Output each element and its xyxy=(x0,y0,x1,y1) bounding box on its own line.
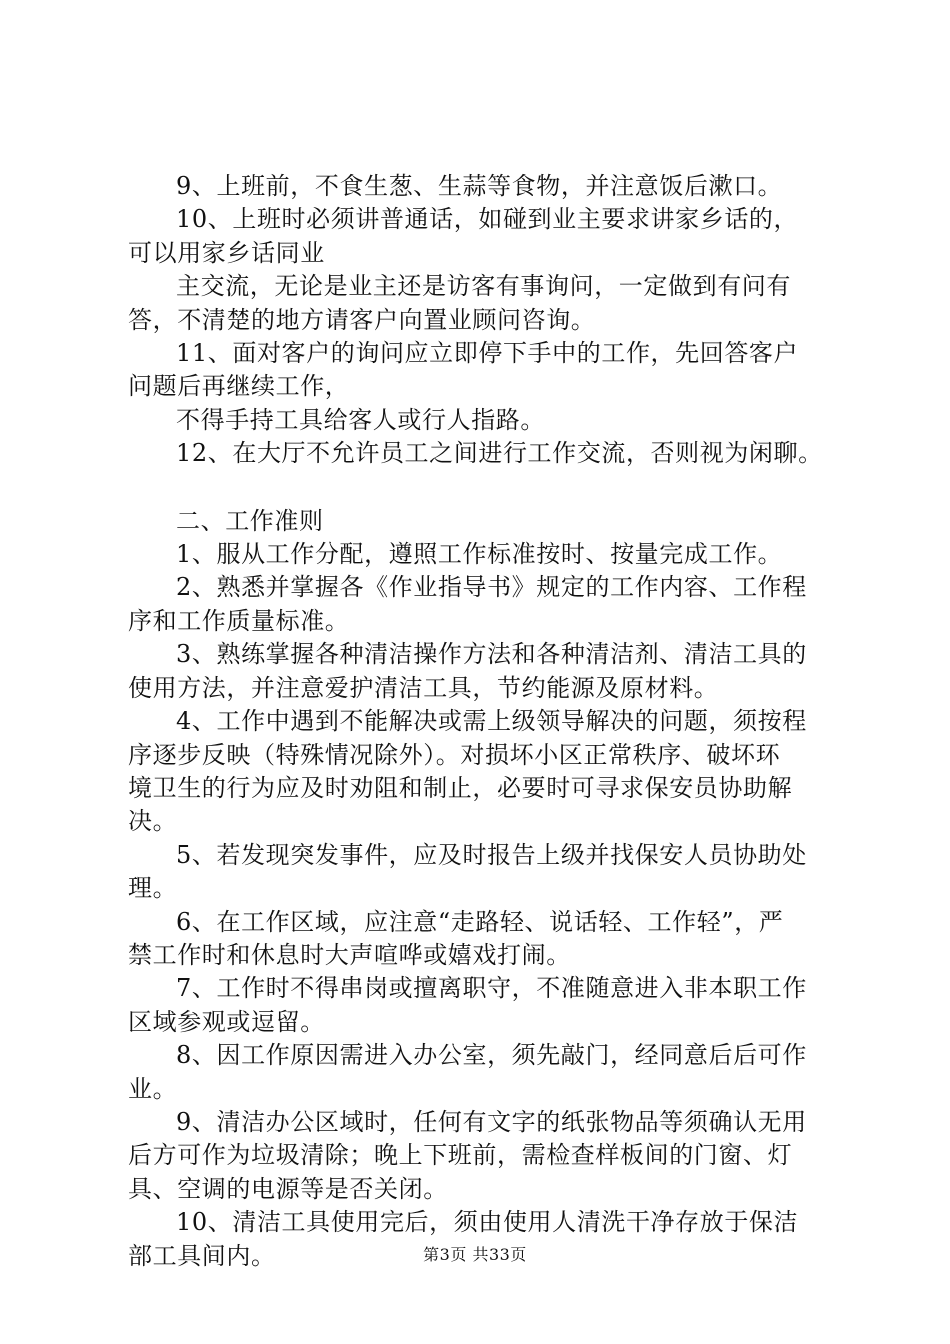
rule-line: 业。 xyxy=(128,1074,178,1103)
rule-line: 决。 xyxy=(128,807,178,836)
rule-line: 7、工作时不得串岗或擅离职守，不准随意进入非本职工作 xyxy=(176,974,807,1003)
rule-line: 理。 xyxy=(128,874,178,903)
rule-line: 境卫生的行为应及时劝阻和制止，必要时可寻求保安员协助解 xyxy=(128,773,793,802)
rule-line: 部工具间内。 xyxy=(128,1241,276,1270)
rule-line: 区域参观或逗留。 xyxy=(128,1007,325,1036)
rule-line: 9、清洁办公区域时，任何有文字的纸张物品等须确认无用 xyxy=(176,1107,807,1136)
rule-line: 答，不清楚的地方请客户向置业顾问咨询。 xyxy=(128,305,596,334)
rule-line: 问题后再继续工作， xyxy=(128,372,350,401)
rule-line: 10、清洁工具使用完后，须由使用人清洗干净存放于保洁 xyxy=(176,1208,799,1237)
rule-line: 序和工作质量标准。 xyxy=(128,606,350,635)
rule-line: 9、上班前，不食生葱、生蒜等食物，并注意饭后漱口。 xyxy=(176,172,783,200)
rule-line: 8、因工作原因需进入办公室，须先敲门，经同意后后可作 xyxy=(176,1041,807,1070)
document-body xyxy=(128,170,828,1273)
section-heading: 二、工作准则 xyxy=(176,506,324,535)
rule-line: 不得手持工具给客人或行人指路。 xyxy=(176,405,545,434)
rule-line: 4、工作中遇到不能解决或需上级领导解决的问题，须按程 xyxy=(176,707,807,736)
rule-line: 具、空调的电源等是否关闭。 xyxy=(128,1174,448,1203)
rule-line: 序逐步反映（特殊情况除外）。对损坏小区正常秩序、破坏环 xyxy=(128,740,781,769)
rule-line: 12、在大厅不允许员工之间进行工作交流，否则视为闲聊。 xyxy=(176,439,823,468)
rule-line: 禁工作时和休息时大声喧哗或嬉戏打闹。 xyxy=(128,940,571,969)
rule-line: 可以用家乡话同业 xyxy=(128,238,325,267)
rule-line: 6、在工作区域，应注意“走路轻、说话轻、工作轻”，严 xyxy=(176,907,784,936)
rule-line: 使用方法，并注意爱护清洁工具，节约能源及原材料。 xyxy=(128,673,719,702)
rule-line: 10、上班时必须讲普通话，如碰到业主要求讲家乡话的， xyxy=(176,205,799,234)
page-footer: 第3页 共33页 xyxy=(423,1245,527,1264)
rule-line: 后方可作为垃圾清除；晚上下班前，需检查样板间的门窗、灯 xyxy=(128,1141,793,1170)
rule-line: 11、面对客户的询问应立即停下手中的工作，先回答客户 xyxy=(176,339,799,368)
rule-line: 2、熟悉并掌握各《作业指导书》规定的工作内容、工作程 xyxy=(176,573,807,602)
rule-line: 主交流，无论是业主还是访客有事询问，一定做到有问有 xyxy=(176,272,791,301)
rule-line: 5、若发现突发事件，应及时报告上级并找保安人员协助处 xyxy=(176,840,807,869)
section-gap xyxy=(128,471,828,505)
rule-line: 1、服从工作分配，遵照工作标准按时、按量完成工作。 xyxy=(176,540,783,569)
rule-line: 3、熟练掌握各种清洁操作方法和各种清洁剂、清洁工具的 xyxy=(176,640,807,669)
